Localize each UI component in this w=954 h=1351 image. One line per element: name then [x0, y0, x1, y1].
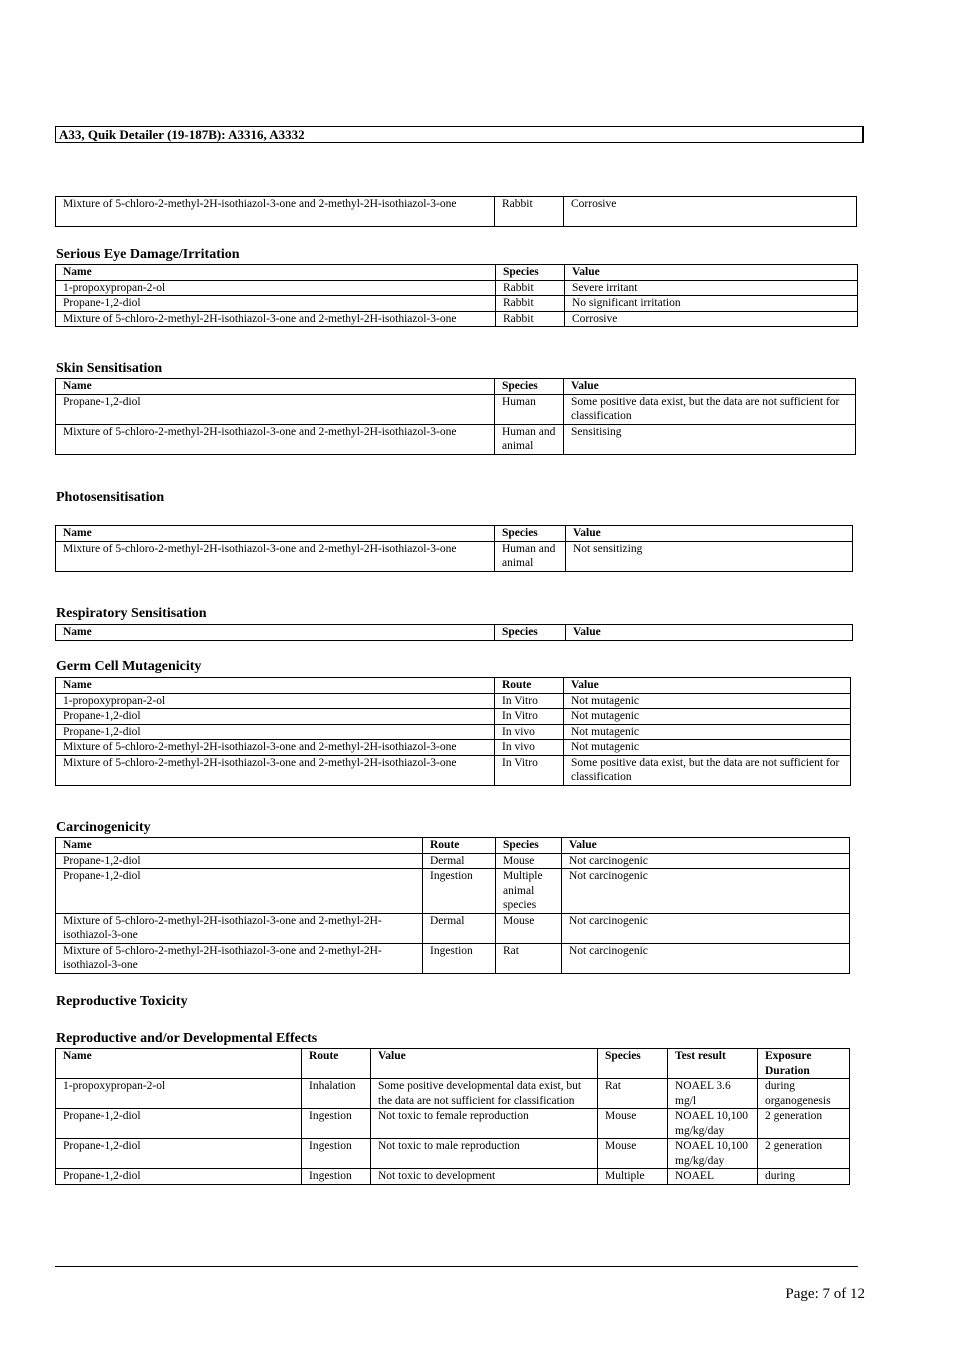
cell-name: Propane-1,2-diol [56, 869, 423, 914]
cell-route: In vivo [495, 724, 564, 740]
section-title-eye-damage: Serious Eye Damage/Irritation [56, 247, 240, 262]
cell-route: In Vitro [495, 693, 564, 709]
section-title-germ-cell-mutagenicity: Germ Cell Mutagenicity [56, 659, 202, 674]
cell-value: No significant irritation [565, 296, 858, 312]
cell-exposure-duration: during organogenesis [758, 1079, 850, 1109]
cell-value: Some positive data exist, but the data are not sufficient for classification [564, 755, 851, 785]
cell-name: 1-propoxypropan-2-ol [56, 1079, 302, 1109]
cell-route: Ingestion [423, 869, 496, 914]
carcinogenicity-table [55, 837, 850, 974]
cell-name: Mixture of 5-chloro-2-methyl-2H-isothiazol-3-one and 2-methyl-2H-isothiazol-3-one [56, 424, 495, 454]
cell-name: Mixture of 5-chloro-2-methyl-2H-isothiazol-3-one and 2-methyl-2H-isothiazol-3-one [56, 311, 496, 327]
column-header: Species [496, 838, 562, 854]
germ-cell-mutagenicity-table [55, 677, 851, 786]
section-title-skin-sensitisation: Skin Sensitisation [56, 361, 163, 376]
section-title-reproductive-toxicity: Reproductive Toxicity [56, 994, 188, 1009]
cell-route: In Vitro [495, 755, 564, 785]
cell-species: Multiple animal species [496, 869, 562, 914]
cell-route: Ingestion [302, 1139, 371, 1169]
table-row [56, 913, 850, 943]
document-header: A33, Quik Detailer (19-187B): A3316, A3332 [55, 126, 864, 143]
table-row [56, 1109, 850, 1139]
cell-name: Mixture of 5-chloro-2-methyl-2H-isothiazol-3-one and 2-methyl-2H-isothiazol-3-one [56, 197, 495, 227]
table-row [56, 280, 858, 296]
cell-value: Some positive data exist, but the data are not sufficient for classification [564, 394, 856, 424]
table-row [56, 541, 853, 571]
column-header: Test result [668, 1049, 758, 1079]
cell-name: Mixture of 5-chloro-2-methyl-2H-isothiazol-3-one and 2-methyl-2H-isothiazol-3-one [56, 943, 423, 973]
table-row [56, 424, 856, 454]
cell-test-result: NOAEL 10,100 mg/kg/day [668, 1109, 758, 1139]
cell-value: Not toxic to development [371, 1169, 598, 1185]
cell-test-result: NOAEL [668, 1169, 758, 1185]
cell-exposure-duration: 2 generation [758, 1139, 850, 1169]
column-header: Value [566, 625, 853, 641]
column-header: Value [371, 1049, 598, 1079]
table-row [56, 1079, 850, 1109]
cell-route: Ingestion [302, 1169, 371, 1185]
footer-divider [55, 1266, 858, 1267]
column-header: Name [56, 1049, 302, 1079]
table-header-row [56, 379, 856, 395]
column-header: Species [496, 265, 565, 281]
respiratory-sensitisation-table [55, 624, 853, 641]
cell-value: Not mutagenic [564, 724, 851, 740]
cell-species: Mouse [496, 853, 562, 869]
cell-value: Not carcinogenic [562, 913, 850, 943]
cell-value: Not carcinogenic [562, 853, 850, 869]
section-title-photosensitisation: Photosensitisation [56, 490, 165, 505]
column-header: Name [56, 678, 495, 694]
cell-value: Some positive developmental data exist, but the data are not sufficient for classification [371, 1079, 598, 1109]
cell-value: Not carcinogenic [562, 869, 850, 914]
table-row [56, 869, 850, 914]
reproductive-effects-table [55, 1048, 850, 1185]
column-header: Name [56, 838, 423, 854]
cell-name: Mixture of 5-chloro-2-methyl-2H-isothiazol-3-one and 2-methyl-2H-isothiazol-3-one [56, 755, 495, 785]
column-header: Route [423, 838, 496, 854]
cell-species: Rabbit [496, 280, 565, 296]
column-header: Name [56, 265, 496, 281]
column-header: Value [562, 838, 850, 854]
column-header: Value [564, 379, 856, 395]
cell-species: Mouse [598, 1139, 668, 1169]
cell-value: Not mutagenic [564, 693, 851, 709]
cell-value: Not mutagenic [564, 709, 851, 725]
column-header: Name [56, 625, 495, 641]
cell-species: Rat [598, 1079, 668, 1109]
cell-species: Human and animal [495, 541, 566, 571]
table-header-row [56, 625, 853, 641]
cell-name: Propane-1,2-diol [56, 394, 495, 424]
cell-species: Multiple [598, 1169, 668, 1185]
cell-value: Not carcinogenic [562, 943, 850, 973]
table-row [56, 709, 851, 725]
table-row [56, 1169, 850, 1185]
column-header: Value [564, 678, 851, 694]
skin-sensitisation-table [55, 378, 856, 455]
cell-value: Corrosive [565, 311, 858, 327]
cell-route: Inhalation [302, 1079, 371, 1109]
table-row [56, 197, 857, 227]
section-title-carcinogenicity: Carcinogenicity [56, 820, 151, 835]
cell-species: Rabbit [495, 197, 564, 227]
column-header: Value [566, 526, 853, 542]
table-row [56, 943, 850, 973]
cell-route: Dermal [423, 853, 496, 869]
cell-name: Propane-1,2-diol [56, 1139, 302, 1169]
cell-value: Sensitising [564, 424, 856, 454]
table-row [56, 1139, 850, 1169]
table-row [56, 296, 858, 312]
column-header: Exposure Duration [758, 1049, 850, 1079]
cell-species: Rat [496, 943, 562, 973]
eye-damage-table [55, 264, 858, 327]
cell-name: 1-propoxypropan-2-ol [56, 693, 495, 709]
cell-name: Propane-1,2-diol [56, 853, 423, 869]
cell-name: Propane-1,2-diol [56, 1169, 302, 1185]
column-header: Species [495, 526, 566, 542]
table-header-row [56, 678, 851, 694]
cell-route: Ingestion [302, 1109, 371, 1139]
photosensitisation-table [55, 525, 853, 572]
cell-route: In vivo [495, 740, 564, 756]
cell-name: Propane-1,2-diol [56, 1109, 302, 1139]
cell-species: Mouse [496, 913, 562, 943]
column-header: Species [495, 379, 564, 395]
cell-exposure-duration: during [758, 1169, 850, 1185]
cell-name: Mixture of 5-chloro-2-methyl-2H-isothiazol-3-one and 2-methyl-2H-isothiazol-3-one [56, 541, 495, 571]
cell-value: Not toxic to female reproduction [371, 1109, 598, 1139]
skin-corrosion-continued-table [55, 196, 857, 227]
cell-test-result: NOAEL 3.6 mg/l [668, 1079, 758, 1109]
cell-name: Mixture of 5-chloro-2-methyl-2H-isothiazol-3-one and 2-methyl-2H-isothiazol-3-one [56, 913, 423, 943]
cell-name: Propane-1,2-diol [56, 296, 496, 312]
table-header-row [56, 526, 853, 542]
cell-name: Mixture of 5-chloro-2-methyl-2H-isothiazol-3-one and 2-methyl-2H-isothiazol-3-one [56, 740, 495, 756]
column-header: Species [495, 625, 566, 641]
section-title-reproductive-effects: Reproductive and/or Developmental Effects [56, 1031, 318, 1046]
cell-species: Human [495, 394, 564, 424]
column-header: Value [565, 265, 858, 281]
column-header: Species [598, 1049, 668, 1079]
table-header-row [56, 1049, 850, 1079]
cell-name: Propane-1,2-diol [56, 709, 495, 725]
cell-species: Mouse [598, 1109, 668, 1139]
table-row [56, 394, 856, 424]
column-header: Route [495, 678, 564, 694]
table-row [56, 724, 851, 740]
cell-route: Dermal [423, 913, 496, 943]
cell-test-result: NOAEL 10,100 mg/kg/day [668, 1139, 758, 1169]
table-row [56, 311, 858, 327]
cell-name: 1-propoxypropan-2-ol [56, 280, 496, 296]
table-row [56, 755, 851, 785]
cell-value: Severe irritant [565, 280, 858, 296]
cell-name: Propane-1,2-diol [56, 724, 495, 740]
cell-route: In Vitro [495, 709, 564, 725]
table-row [56, 853, 850, 869]
page-number: Page: 7 of 12 [785, 1286, 865, 1302]
column-header: Name [56, 379, 495, 395]
cell-route: Ingestion [423, 943, 496, 973]
section-title-respiratory-sensitisation: Respiratory Sensitisation [56, 606, 207, 621]
cell-value: Not mutagenic [564, 740, 851, 756]
column-header: Route [302, 1049, 371, 1079]
cell-species: Human and animal [495, 424, 564, 454]
table-header-row [56, 838, 850, 854]
table-row [56, 740, 851, 756]
column-header: Name [56, 526, 495, 542]
table-row [56, 693, 851, 709]
cell-species: Rabbit [496, 311, 565, 327]
cell-value: Not toxic to male reproduction [371, 1139, 598, 1169]
table-header-row [56, 265, 858, 281]
cell-value: Corrosive [564, 197, 857, 227]
cell-exposure-duration: 2 generation [758, 1109, 850, 1139]
cell-value: Not sensitizing [566, 541, 853, 571]
cell-species: Rabbit [496, 296, 565, 312]
